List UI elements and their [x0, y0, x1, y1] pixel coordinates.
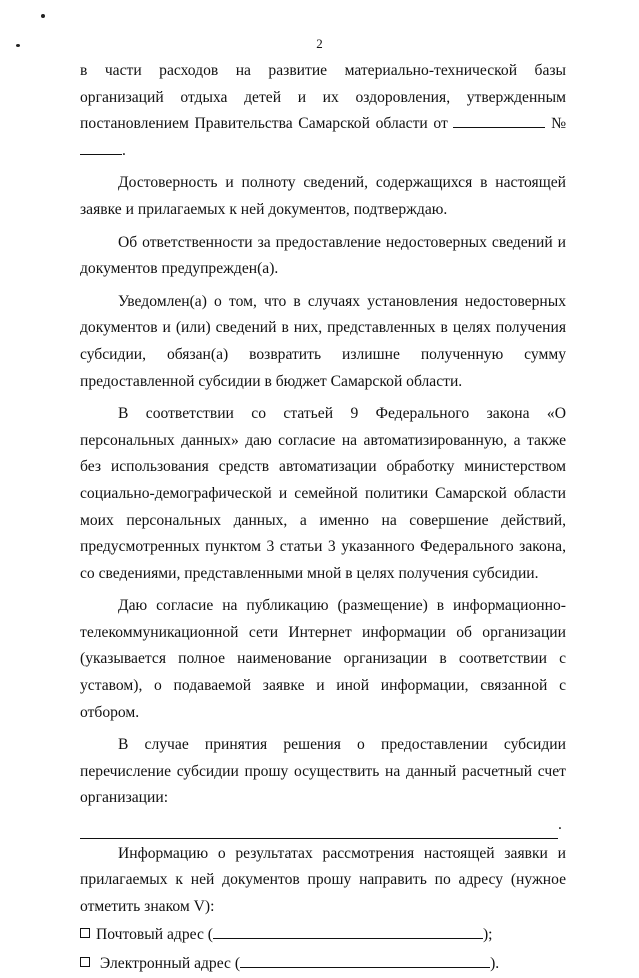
scan-dot-mark	[41, 14, 45, 18]
email-label: Электронный адрес (	[99, 955, 241, 972]
number-blank[interactable]	[80, 140, 122, 155]
paragraph-publication-consent: Даю согласие на публикацию (размещение) в информационно-телекоммуникационной сети Интернет информации об организации (указывается полное наименование организации в соответствии с уставом), о подаваемой заявке и иной информации, связанной с отбором.	[80, 597, 566, 721]
paragraph-personal-data: В соответствии со статьей 9 Федерального закона «О персональных данных» даю согласие на автоматизированную, а также без использования средств автоматизации обработку министерством социально-демографической и семейной политики Самарской области моих персональных данных, а именно на совершение действий, предусмотренных пунктом 3 статьи 3 указанного Федерального закона, со сведениями, представленными мной в целях получения субсидии.	[80, 405, 566, 582]
postal-address-blank[interactable]	[213, 924, 483, 939]
postal-end: );	[482, 926, 493, 944]
page-number: 2	[316, 36, 323, 51]
email-address-blank[interactable]	[240, 953, 490, 968]
paragraph-results-address: Информацию о результатах рассмотрения настоящей заявки и прилагаемых к ней документов прошу направить по адресу (нужное отметить знаком V):	[80, 844, 566, 915]
paragraph-notification: Уведомлен(а) о том, что в случаях установления недостоверных документов и (или) сведений в них, представленных в целях получения субсидии, обязан(а) возвратить излишне полученную сумму предоставленной субсидии в бюджет Самарской области.	[80, 292, 566, 390]
date-blank[interactable]	[453, 113, 545, 128]
regulation-text: в части расходов на развитие материально-технической базы организаций отдыха детей и их оздоровления, утвержденным постановлением Правительства Самарской области от	[80, 62, 566, 133]
paragraph-responsibility: Об ответственности за предоставление недостоверных сведений и документов предупрежден(а).	[80, 233, 566, 278]
bank-account-line-row: .	[80, 812, 566, 839]
email-address-option[interactable]	[80, 951, 566, 978]
postal-label: Почтовый адрес (	[96, 926, 213, 944]
postal-address-option[interactable]	[80, 922, 566, 949]
paragraph-bank-account: В случае принятия решения о предоставлении субсидии перечисление субсидии прошу осуществить на данный расчетный счет организации:	[80, 736, 566, 807]
postal-checkbox[interactable]	[80, 928, 90, 938]
paragraph-accuracy: Достоверность и полноту сведений, содержащихся в настоящей заявке и прилагаемых к ней документов, подтверждаю.	[80, 174, 566, 218]
paragraph-regulation: в части расходов на развитие материально-технической базы организаций отдыха детей и их оздоровления, утвержденным постановлением Правительства Самарской области от №.	[80, 62, 566, 159]
email-end: ).	[490, 955, 500, 972]
email-checkbox[interactable]	[80, 957, 90, 967]
bank-account-blank[interactable]	[80, 820, 558, 839]
number-sign: №	[551, 115, 566, 133]
document-body	[80, 58, 566, 978]
